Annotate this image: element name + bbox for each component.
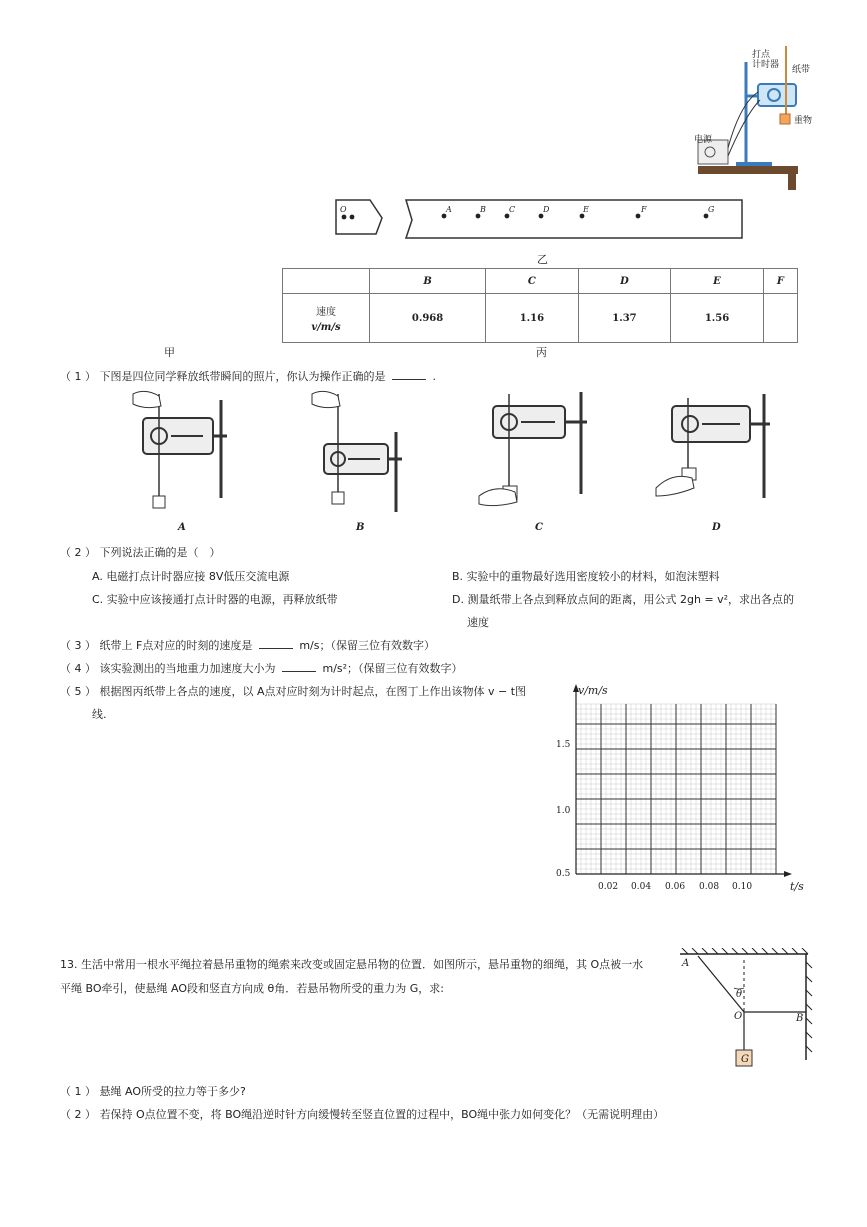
power-label: 电源 [694, 135, 713, 145]
fig13-label-O: O [734, 1011, 743, 1022]
table-cell-C: 1.16 [486, 294, 579, 343]
question-2: （ 2 ） 下列说法正确的是（ ） [60, 546, 221, 559]
problem-13-line1: 13. 生活中常用一根水平绳拉着悬吊重物的绳索来改变或固定悬吊物的位置．如图所示，悬吊重物的细绳，其 O点被一水 [60, 958, 644, 971]
table-cell-E: 1.56 [671, 294, 764, 343]
paper-tape [334, 198, 746, 240]
table-cell-D: 1.37 [578, 294, 671, 343]
tape-point-E: E [583, 205, 589, 214]
velocity-table [282, 268, 798, 343]
pic-label-A: A [178, 522, 186, 533]
release-pic-C [475, 388, 605, 518]
tape-point-F: F [641, 205, 647, 214]
graph-xtick-0.06: 0.06 [665, 882, 686, 892]
fig13-label-G: G [741, 1054, 749, 1065]
answer-blank-1[interactable] [392, 369, 426, 380]
pic-label-C: C [535, 522, 543, 533]
question-5-cont: 线. [92, 708, 107, 721]
answer-blank-4[interactable] [282, 661, 316, 672]
q2-option-C[interactable]: C. 实验中应该接通打点计时器的电源，再释放纸带 [92, 593, 338, 606]
table-header-F: F [763, 269, 797, 294]
tape-point-A: A [446, 205, 452, 214]
graph-ylabel: v/m/s [578, 684, 608, 697]
question-1: （ 1 ） 下图是四位同学释放纸带瞬间的照片，你认为操作正确的是 . [60, 370, 436, 383]
q2-option-A[interactable]: A. 电磁打点计时器应接 8V低压交流电源 [92, 570, 290, 583]
graph-xtick-0.08: 0.08 [699, 882, 720, 892]
fig13-label-B: B [796, 1013, 804, 1024]
question-5: （ 5 ） 根据图丙纸带上各点的速度，以 A点对应时刻为计时起点，在图丁上作出该物体 v − t图 [60, 685, 527, 698]
vt-graph[interactable] [540, 678, 812, 898]
graph-ytick-1.0: 1.0 [556, 806, 571, 816]
q2-option-D[interactable]: D. 测量纸带上各点到释放点间的距离，用公式 2gh = v²，求出各点的 [452, 593, 795, 606]
q2-option-B[interactable]: B. 实验中的重物最好选用密度较小的材料，如泡沫塑料 [452, 570, 720, 583]
timer-label: 打点 计时器 [752, 50, 780, 70]
tape-point-C: C [509, 205, 516, 214]
pic-label-B: B [356, 522, 365, 533]
fig-label-jia: 甲 [164, 346, 175, 359]
release-pic-D [650, 388, 780, 518]
graph-xlabel: t/s [790, 880, 804, 893]
q2-option-D-cont: 速度 [467, 616, 489, 629]
question-4: （ 4 ） 该实验测出的当地重力加速度大小为 m/s²；（保留三位有效数字） [60, 662, 463, 675]
question-3: （ 3 ） 纸带上 F点对应的时刻的速度是 m/s；（保留三位有效数字） [60, 639, 435, 652]
fig-label-bing: 丙 [536, 346, 547, 359]
table-header-E: E [671, 269, 764, 294]
graph-xtick-0.02: 0.02 [598, 882, 619, 892]
problem-13-line2: 平绳 BO牵引，使悬绳 AO段和竖直方向成 θ角．若悬吊物所受的重力为 G，求: [60, 982, 444, 995]
weight-label: 重物 [794, 116, 813, 126]
tape-label: 纸带 [792, 65, 811, 75]
table-cell-B: 0.968 [370, 294, 486, 343]
table-header-C: C [486, 269, 579, 294]
problem-13-sub1: （ 1 ） 悬绳 AO所受的拉力等于多少? [60, 1085, 246, 1098]
tape-point-G: G [708, 205, 715, 214]
tape-point-B: B [480, 205, 486, 214]
fig-label-yi: 乙 [537, 253, 548, 266]
table-row-label: 速度 v/m/s [283, 294, 370, 343]
graph-ytick-1.5: 1.5 [556, 740, 571, 750]
fig13-label-A: A [682, 958, 690, 969]
release-pic-B [300, 388, 420, 518]
tape-point-O: O [340, 205, 347, 214]
table-cell-F [763, 294, 797, 343]
graph-xtick-0.04: 0.04 [631, 882, 652, 892]
graph-xtick-0.10: 0.10 [732, 882, 753, 892]
fig13-label-theta: θ [736, 989, 743, 1000]
answer-blank-3[interactable] [259, 638, 293, 649]
table-header-empty [283, 269, 370, 294]
release-pic-A [125, 388, 245, 518]
tape-point-D: D [543, 205, 550, 214]
pic-label-D: D [712, 522, 721, 533]
table-header-D: D [578, 269, 671, 294]
table-header-B: B [370, 269, 486, 294]
graph-ytick-0.5: 0.5 [556, 869, 571, 879]
problem-13-sub2: （ 2 ） 若保持 O点位置不变，将 BO绳沿逆时针方向缓慢转至竖直位置的过程中，BO绳中张力如何变化？（无需说明理由） [60, 1108, 665, 1121]
